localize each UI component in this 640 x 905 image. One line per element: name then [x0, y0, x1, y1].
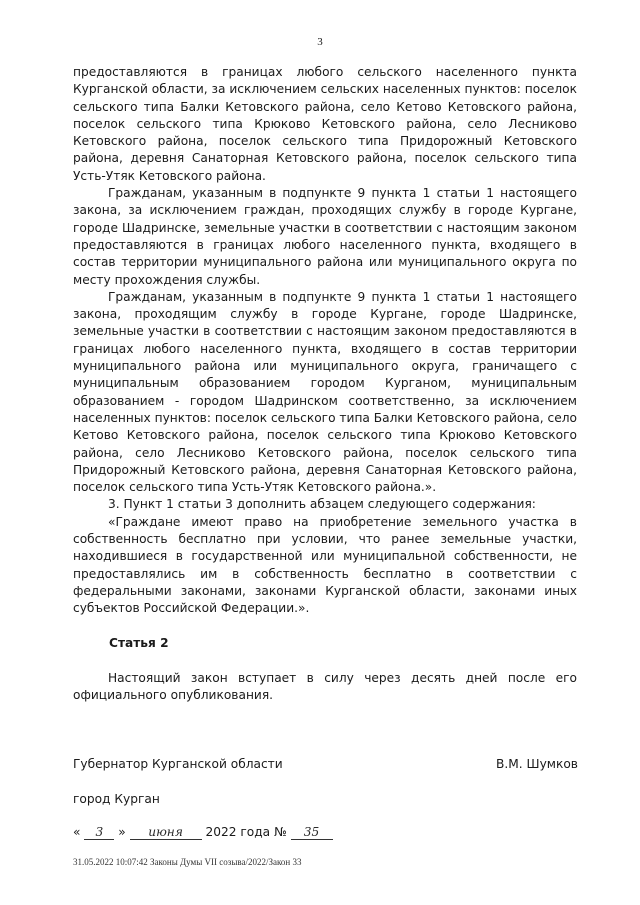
date-month: июня: [130, 825, 202, 840]
signatory-title: Губернатор Курганской области: [73, 757, 283, 771]
date-open-quote: «: [73, 825, 81, 839]
date-year: 2022 года №: [205, 825, 287, 839]
law-number: 35: [291, 825, 333, 840]
paragraph-item-3: 3. Пункт 1 статьи 3 дополнить абзацем следующего содержания:: [108, 497, 536, 512]
paragraph-quote: «Граждане имеют право на приобретение земельного участка в собственность бесплатно при условии, что ранее земельные участки, находившиеся в государственной или муниципальной собственности, не предоставлялись им в собственность бесплатно в соответствии с федеральными законами, законами Курганской области, законами иных субъектов Российской Федерации.».: [73, 514, 577, 616]
city-name: город Курган: [73, 792, 160, 806]
paragraph: Гражданам, указанным в подпункте 9 пункта 1 статьи 1 настоящего закона, проходящим службу в городе Кургане, городе Шадринске, земельные участки в соответствии с настоящим законом предоставляются в границах любого населенного пункта, входящего в состав территории муниципального района или муниципального округа, граничащего с муниципальным образованием городом Курганом, муниципальным образованием - городом Шадринском соответственно, за исключением населенных пунктов: поселок сельского типа Балки Кетовского района, село Кетово Кетовского района, поселок сельского типа Крюково Кетовского района, село Лесниково Кетовского района, поселок сельского типа Придорожный Кетовского района, деревня Санаторная Кетовского района, поселок сельского типа Усть-Утяк Кетовского района.».: [73, 289, 577, 495]
page-number: 3: [317, 36, 323, 48]
document-body: [73, 64, 577, 618]
paragraph-continuation: предоставляются в границах любого сельского населенного пункта Курганской области, за исключением сельских населенных пунктов: поселок сельского типа Балки Кетовского района, село Кетово Кетовского района, поселок сельского типа Крюково Кетовского района, село Лесниково Кетовского района, поселок сельского типа Придорожный Кетовского района, деревня Санаторная Кетовского района, поселок сельского типа Усть-Утяк Кетовского района.: [73, 65, 577, 183]
signatory-name: В.М. Шумков: [496, 757, 578, 771]
paragraph: Гражданам, указанным в подпункте 9 пункта 1 статьи 1 настоящего закона, за исключением граждан, проходящих службу в городе Кургане, городе Шадринске, земельные участки в соответствии с настоящим законом предоставляются в границах любого населенного пункта, входящего в состав территории муниципального района или муниципального округа по месту прохождения службы.: [73, 186, 577, 287]
date-close-quote: »: [118, 825, 126, 839]
date-day: 3: [84, 825, 114, 840]
document-footer: 31.05.2022 10:07:42 Законы Думы VII созыва/2022/Закон 33: [73, 857, 302, 867]
article-2-body: [73, 670, 577, 705]
date-line: [73, 825, 333, 840]
article-2-title: Статья 2: [109, 636, 169, 650]
article-2-text: Настоящий закон вступает в силу через десять дней после его официального опубликования.: [73, 671, 577, 703]
